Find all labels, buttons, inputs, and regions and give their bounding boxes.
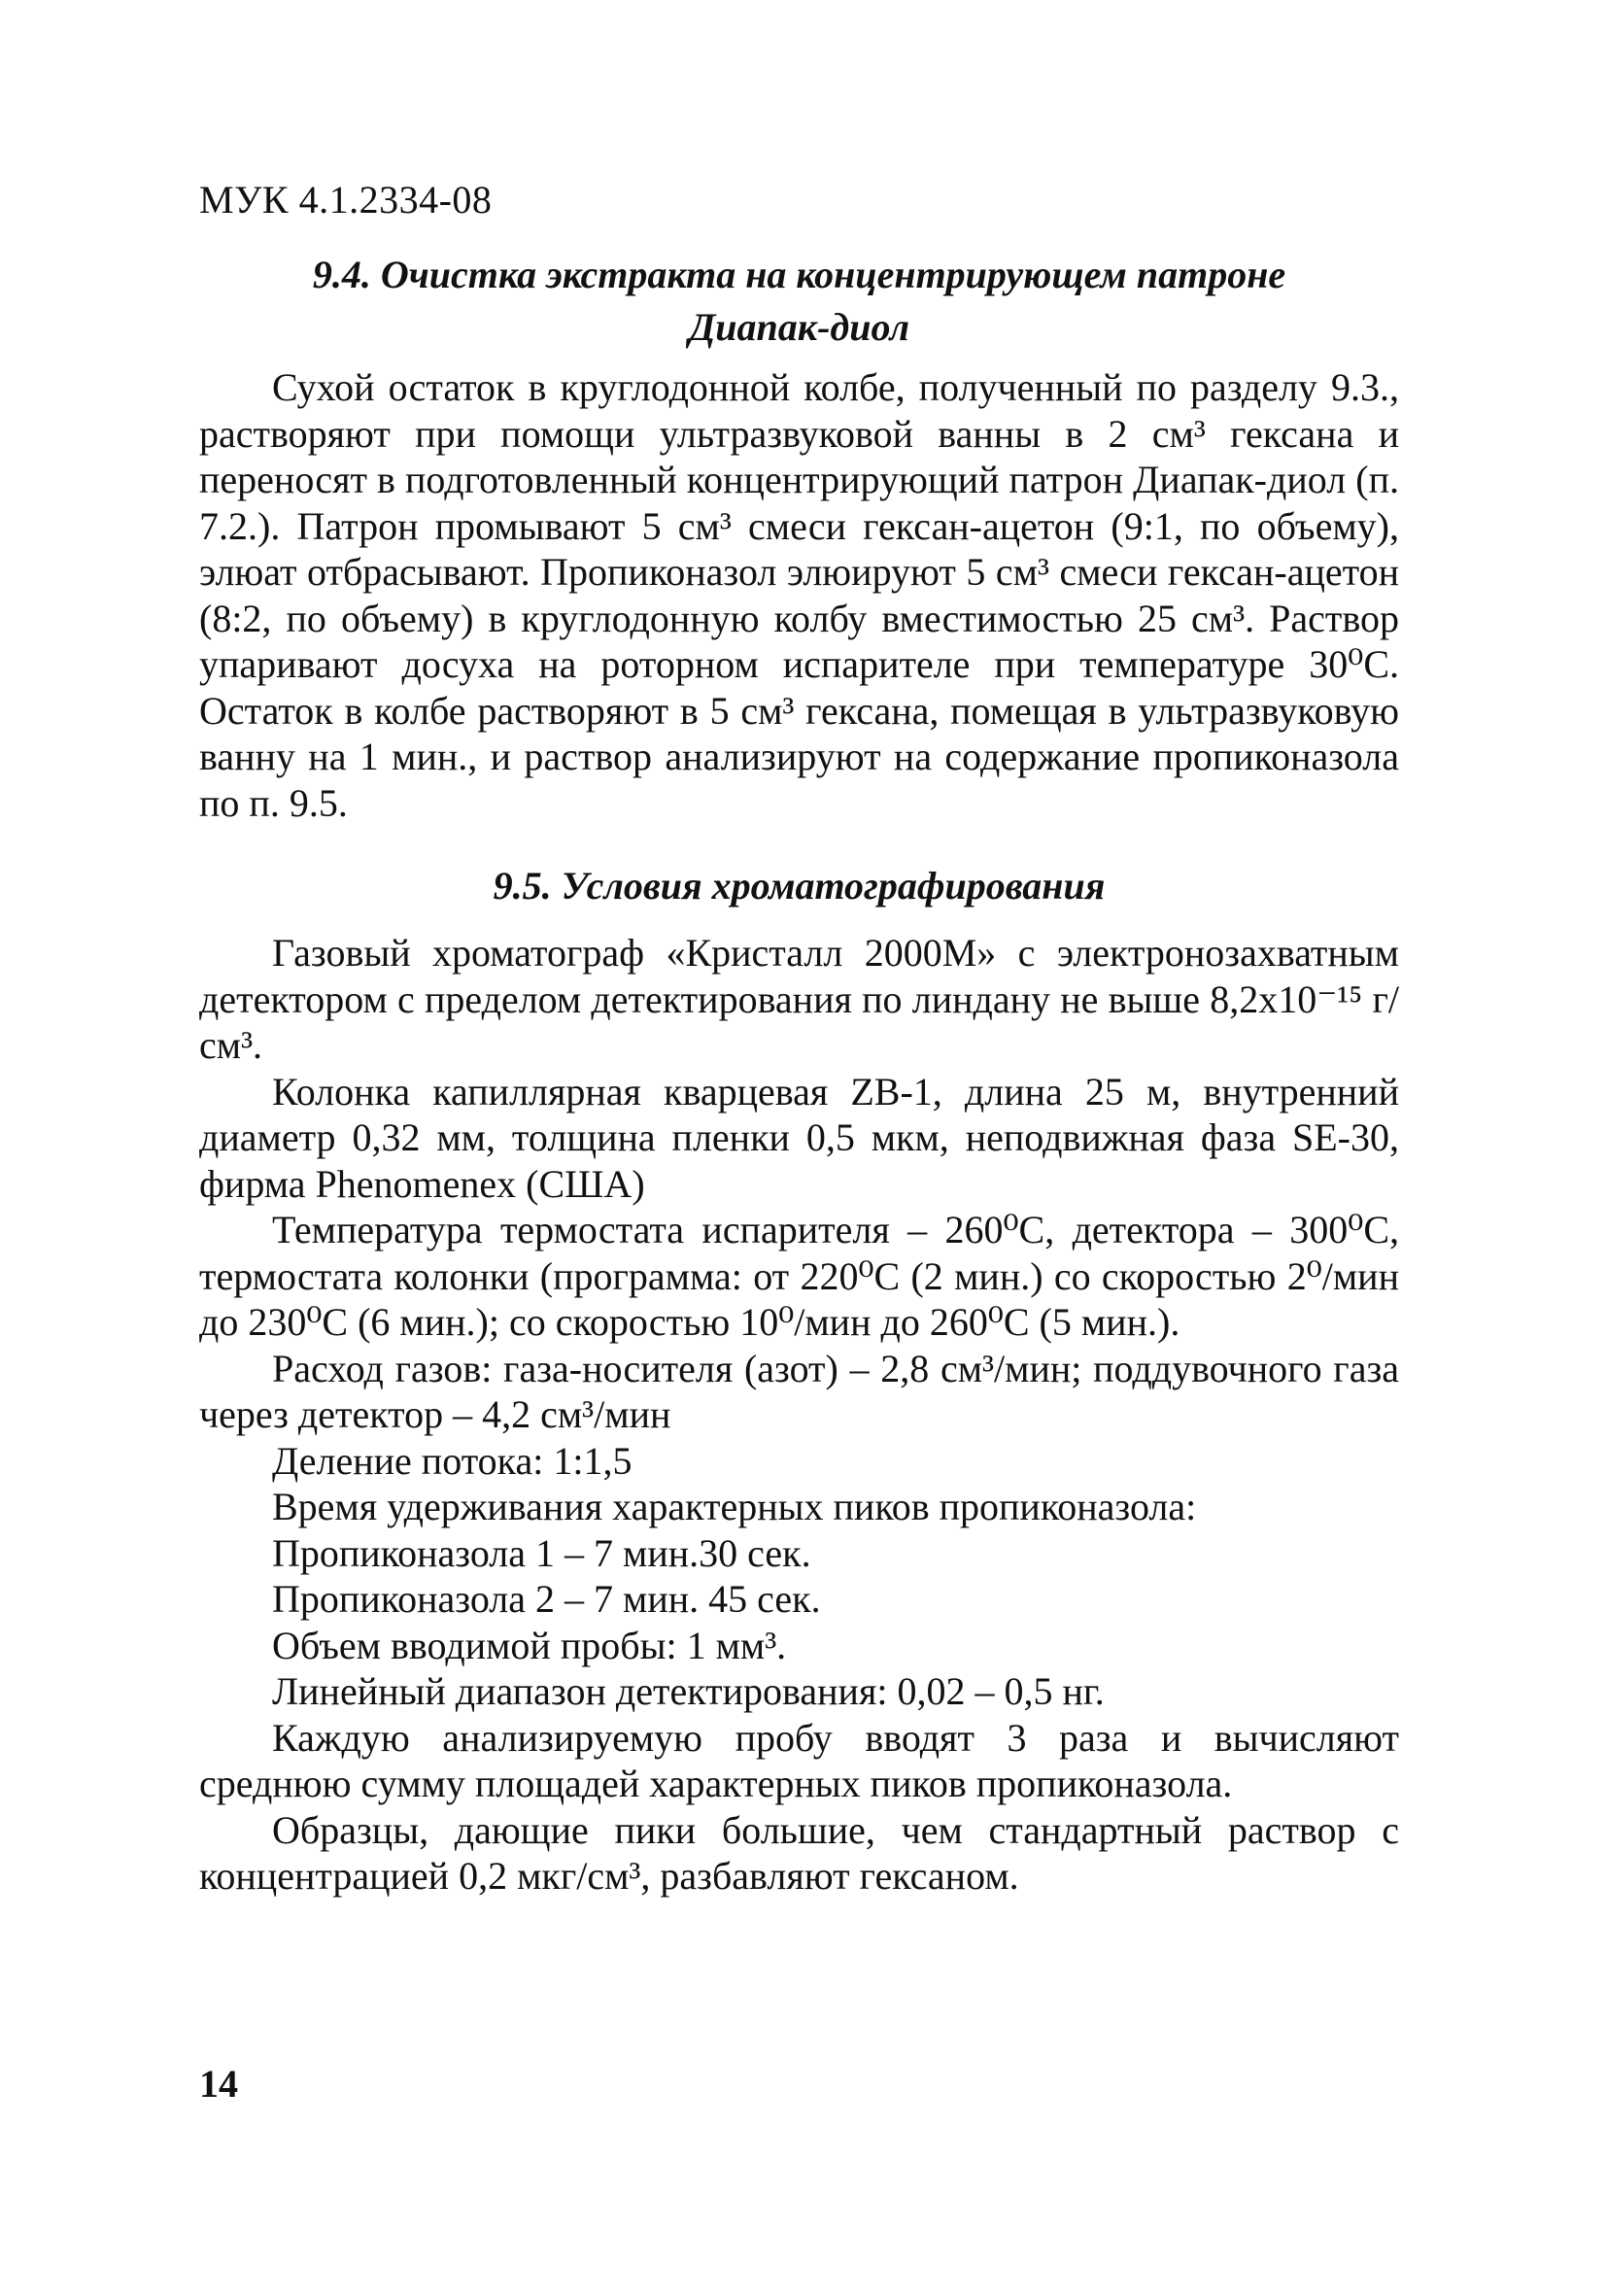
retention-peak-1-line: Пропиконазола 1 – 7 мин.30 сек. <box>272 1530 811 1575</box>
section-9-4-title <box>199 249 1399 354</box>
linear-range-line: Линейный диапазон детектирования: 0,02 – 0,5 нг. <box>272 1669 1105 1713</box>
section-9-5-title: 9.5. Условия хроматографирования <box>493 864 1106 908</box>
gas-flow-paragraph: Расход газов: газа-носителя (азот) – 2,8 см³/мин; поддувочного газа через детектор – 4,2 см³/мин <box>199 1346 1399 1436</box>
replicates-paragraph: Каждую анализируемую пробу вводят 3 раза и вычисляют среднюю сумму площадей характерных пиков пропиконазола. <box>199 1715 1399 1805</box>
document-code-header: МУК 4.1.2334-08 <box>199 178 493 222</box>
section-9-4-body <box>199 364 1399 826</box>
page-number: 14 <box>199 2062 238 2106</box>
dilution-paragraph: Образцы, дающие пики большие, чем стандартный раствор с концентрацией 0,2 мкг/см³, разбавляют гексаном. <box>199 1807 1399 1898</box>
injection-volume-line: Объем вводимой пробы: 1 мм³. <box>272 1623 787 1667</box>
section-9-4-title-line2: Диапак-диол <box>688 305 910 349</box>
section-9-5-body <box>199 930 1399 1900</box>
split-line: Деление потока: 1:1,5 <box>272 1438 633 1483</box>
section-9-4-paragraph: Сухой остаток в круглодонной колбе, полученный по разделу 9.3., растворяют при помощи ультразвуковой ванны в 2 см³ гексана и переносят в подготовленный концентрирующий патрон Диапак-диол (п. 7.2.). Патрон промывают 5 см³ смеси гексан-ацетон (9:1, по объему), элюат отбрасывают. Пропиконазол элюируют 5 см³ смеси гексан-ацетон (8:2, по объему) в круглодонную колбу вместимостью 25 см³. Раствор упаривают досуха на роторном испарителе при температуре 30⁰С. Остаток в колбе растворяют в 5 см³ гексана, помещая в ультразвуковую ванну на 1 мин., и раствор анализируют на содержание пропиконазола по п. 9.5. <box>199 365 1399 825</box>
temperature-paragraph: Температура термостата испарителя – 260⁰С, детектора – 300⁰С, термостата колонки (программа: от 220⁰С (2 мин.) со скоростью 2⁰/мин до 230⁰С (6 мин.); со скоростью 10⁰/мин до 260⁰С (5 мин.). <box>199 1208 1399 1344</box>
retention-peak-2-line: Пропиконазола 2 – 7 мин. 45 сек. <box>272 1577 821 1621</box>
section-9-4-title-line1: 9.4. Очистка экстракта на концентрирующем патроне <box>312 253 1286 296</box>
column-paragraph: Колонка капиллярная кварцевая ZB-1, длина 25 м, внутренний диаметр 0,32 мм, толщина пленки 0,5 мкм, неподвижная фаза SE-30, фирма Phenomenex (США) <box>199 1069 1399 1206</box>
chromatograph-paragraph: Газовый хроматограф «Кристалл 2000М» с электронозахватным детектором с пределом детектирования по линдану не выше 8,2x10⁻¹⁵ г/см³. <box>199 931 1399 1067</box>
retention-intro-line: Время удерживания характерных пиков пропиконазола: <box>272 1485 1197 1528</box>
